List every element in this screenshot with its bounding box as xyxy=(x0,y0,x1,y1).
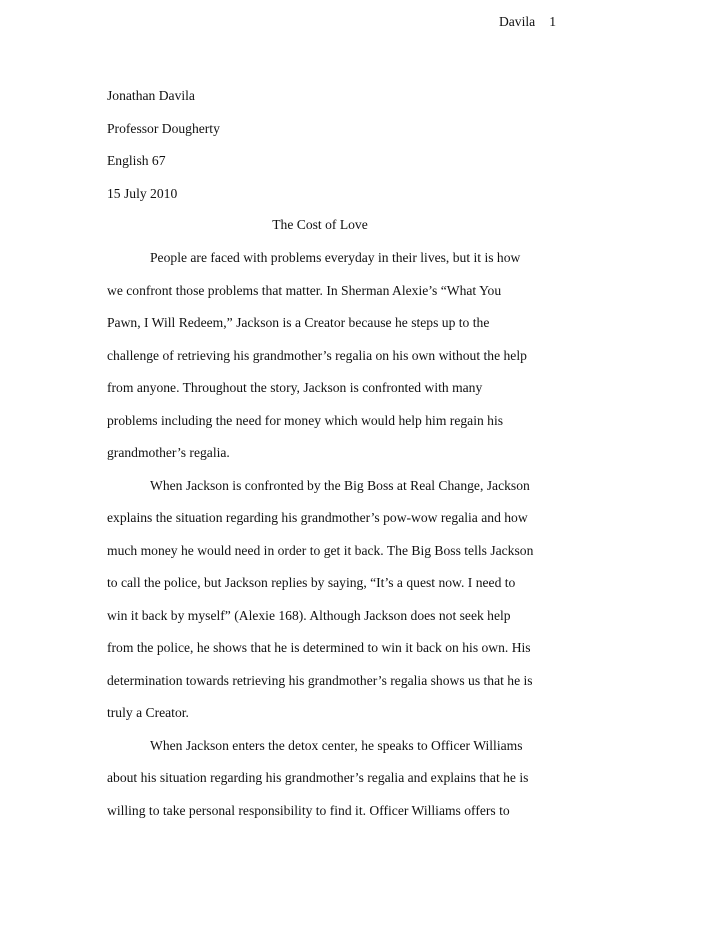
mla-heading xyxy=(107,88,220,218)
heading-course: English 67 xyxy=(107,153,166,168)
essay-body xyxy=(107,250,562,835)
header-page-number: 1 xyxy=(549,14,556,29)
heading-date: 15 July 2010 xyxy=(107,185,178,201)
paragraph-1-line: from anyone. Throughout the story, Jackson is confronted with many xyxy=(107,380,483,395)
paragraph-2-line: explains the situation regarding his grandmother’s pow-wow regalia and how xyxy=(107,510,528,525)
paragraph-2-line: to call the police, but Jackson replies by saying, “It’s a quest now. I need to xyxy=(107,575,516,590)
paragraph-2-line: determination towards retrieving his grandmother’s regalia shows us that he is xyxy=(107,672,533,688)
essay-title: The Cost of Love xyxy=(272,217,368,232)
paragraph-2-line: from the police, he shows that he is determined to win it back on his own. His xyxy=(107,640,531,655)
paragraph-2-line: truly a Creator. xyxy=(107,705,189,720)
paragraph-1-line: we confront those problems that matter. In Sherman Alexie’s “What You xyxy=(107,282,502,298)
heading-instructor: Professor Dougherty xyxy=(107,120,220,136)
header-surname: Davila xyxy=(498,14,536,29)
paragraph-2-line: win it back by myself” (Alexie 168). Although Jackson does not seek help xyxy=(107,607,511,623)
paragraph-2-line: When Jackson is confronted by the Big Boss at Real Change, Jackson xyxy=(150,477,530,493)
paragraph-3-line: about his situation regarding his grandmother’s regalia and explains that he is xyxy=(107,770,529,785)
running-header xyxy=(499,14,556,30)
paragraph-1-line: People are faced with problems everyday in their lives, but it is how xyxy=(150,250,521,265)
paragraph-1-line: grandmother’s regalia. xyxy=(107,445,230,460)
paragraph-1-line: Pawn, I Will Redeem,” Jackson is a Creator because he steps up to the xyxy=(107,315,490,330)
paragraph-2-line: much money he would need in order to get it back. The Big Boss tells Jackson xyxy=(107,542,534,558)
paragraph-1-line: problems including the need for money which would help him regain his xyxy=(107,412,504,428)
paragraph-3-line: When Jackson enters the detox center, he speaks to Officer Williams xyxy=(150,737,523,753)
heading-author: Jonathan Davila xyxy=(107,88,195,103)
paragraph-1-line: challenge of retrieving his grandmother’s regalia on his own without the help xyxy=(107,347,527,363)
paragraph-3-line: willing to take personal responsibility to find it. Officer Williams offers to xyxy=(107,802,510,818)
